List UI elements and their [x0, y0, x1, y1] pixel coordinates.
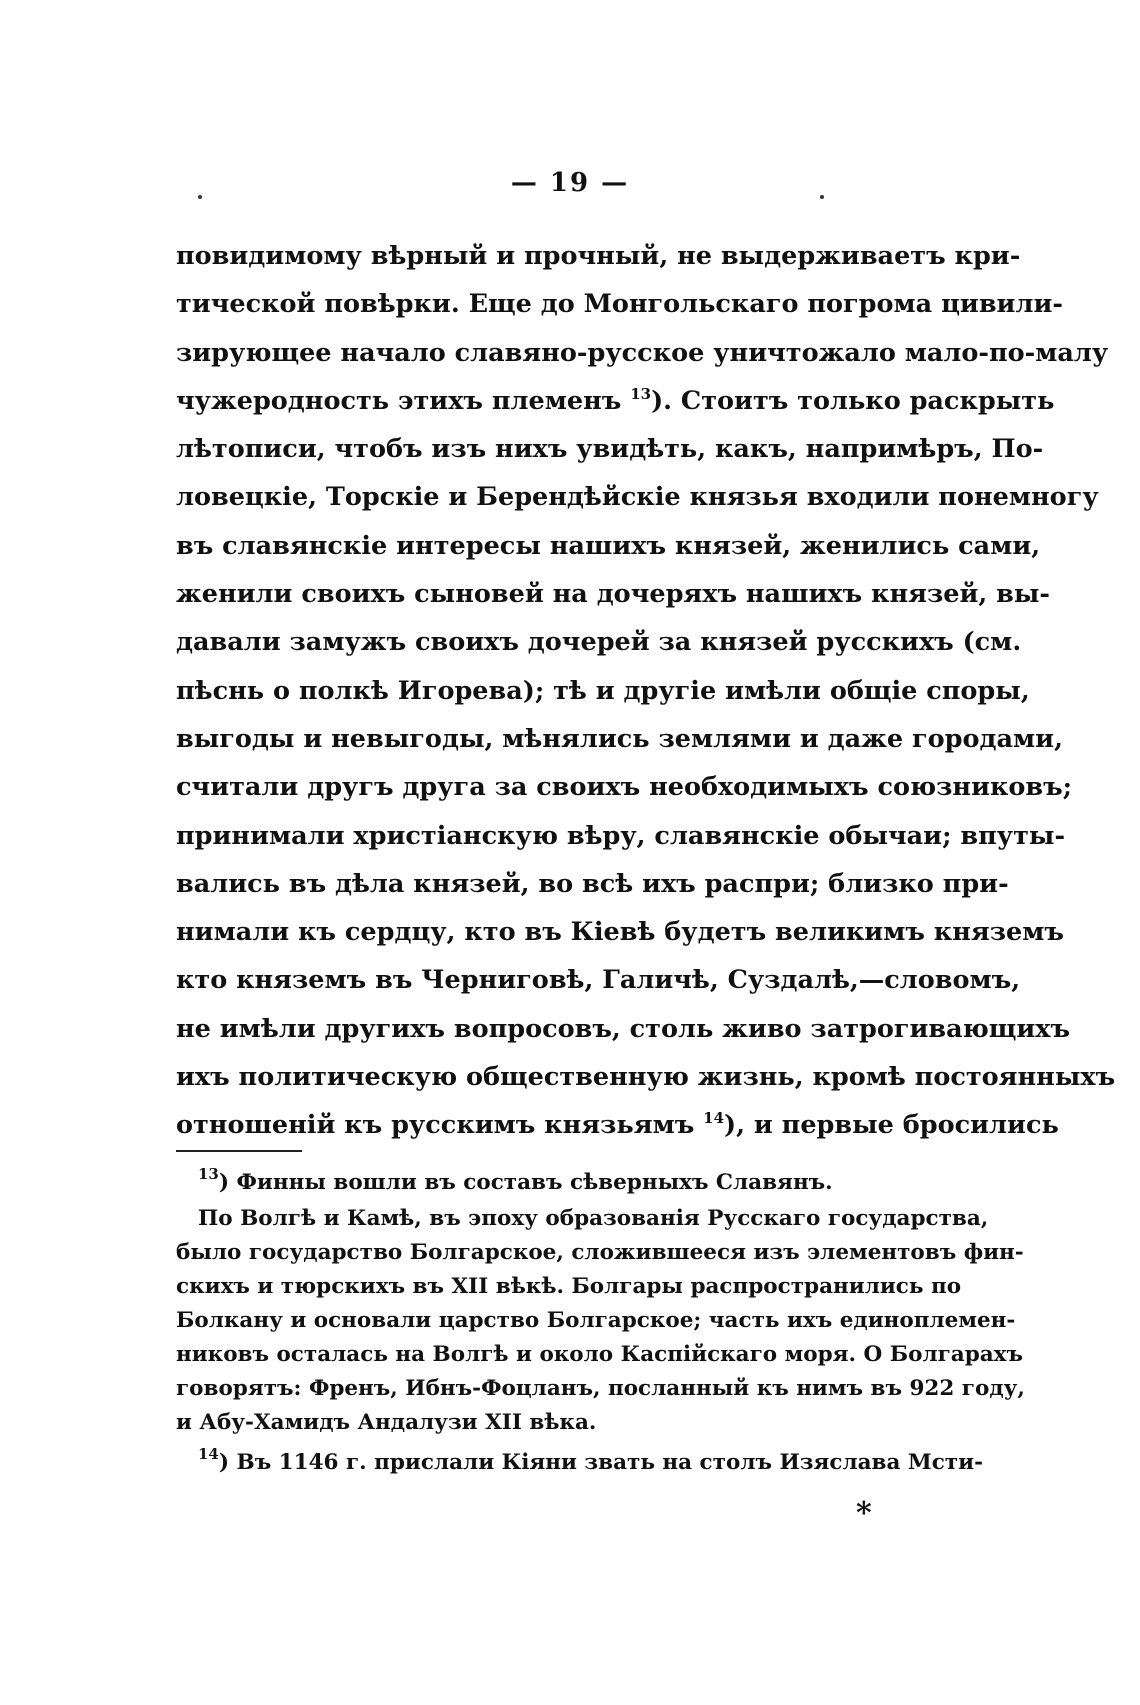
page-number: — 19 — [510, 168, 630, 198]
footnote-line: было государство Болгарское, сложившееся изъ элементовъ фин- [176, 1240, 1024, 1265]
footnote-ref-14: 14 [703, 1109, 725, 1128]
text-line: тической повѣрки. Еще до Монгольскаго погрома цивили- [176, 289, 1063, 320]
scan-speck [198, 195, 202, 199]
text-line: женили своихъ сыновей на дочеряхъ нашихъ князей, вы- [176, 579, 1050, 610]
text-line: лѣтописи, чтобъ изъ нихъ увидѣть, какъ, напримѣръ, По- [176, 434, 1044, 465]
text-line: считали другъ друга за своихъ необходимыхъ союзниковъ; [176, 772, 1073, 803]
text-line-with-ref-13 [176, 377, 1055, 425]
footnote-13-heading [198, 1165, 942, 1198]
footnote-14-text: ) Въ 1146 г. прислали Кіяни звать на столъ Изяслава Мсти- [218, 1450, 983, 1475]
text-line-with-ref-14 [176, 1101, 1059, 1149]
text-line-start: чужеродность этихъ племенъ [176, 385, 622, 416]
footnote-line: и Абу-Хамидъ Андалузи XII вѣка. [176, 1410, 597, 1435]
text-line: повидимому вѣрный и прочный, не выдерживаетъ кри- [176, 241, 1021, 271]
footnote-14 [198, 1445, 983, 1478]
text-line: зирующее начало славяно-русское уничтожало мало-по-малу [176, 337, 1109, 368]
text-line: кто княземъ въ Черниговѣ, Галичѣ, Суздалѣ,—словомъ, [176, 965, 1021, 996]
text-line-end: ), и первые бросились [724, 1110, 1059, 1141]
text-line: ихъ политическую общественную жизнь, кромѣ постоянныхъ [176, 1062, 1116, 1093]
text-line-start: отношеній къ русскимъ князьямъ [176, 1110, 695, 1141]
footnote-separator [176, 1150, 302, 1152]
footnote-marker-14: 14 [198, 1445, 219, 1463]
footnote-line: скихъ и тюрскихъ въ XII вѣкѣ. Болгары распространились по [176, 1274, 962, 1299]
footnote-line: Болкану и основали царство Болгарское; часть ихъ единоплемен- [176, 1308, 1016, 1333]
text-line: не имѣли другихъ вопросовъ, столь живо затрогивающихъ [176, 1013, 1071, 1044]
scan-speck [820, 195, 824, 199]
footnote-marker-13: 13 [198, 1165, 219, 1183]
text-line: нимали къ сердцу, кто въ Кіевѣ будетъ великимъ княземъ [176, 917, 1064, 948]
main-text [176, 232, 1116, 1150]
footnote-line: никовъ осталась на Волгѣ и около Каспійскаго моря. О Болгарахъ [176, 1342, 1023, 1367]
text-line-end: ). Стоитъ только раскрыть [651, 385, 1055, 416]
signature-asterisk: * [856, 1496, 872, 1531]
text-line: принимали христіанскую вѣру, славянскіе обычаи; впуты- [176, 820, 1066, 851]
text-line: въ славянскіе интересы нашихъ князей, женились сами, [176, 530, 1041, 561]
text-line: пѣснь о полкѣ Игорева); тѣ и другіе имѣли общіе споры, [176, 675, 1030, 706]
footnote-line: По Волгѣ и Камѣ, въ эпоху образованія Русскаго государства, [198, 1206, 989, 1231]
text-line: ловецкіе, Торскіе и Берендѣйскіе князья входили понемногу [176, 482, 1099, 513]
footnote-13-lead: ) Финны вошли въ составъ сѣверныхъ Славянъ. [218, 1170, 833, 1195]
text-line: вались въ дѣла князей, во всѣ ихъ распри; близко при- [176, 868, 1009, 899]
text-line: выгоды и невыгоды, мѣнялись землями и даже городами, [176, 723, 1063, 754]
footnote-line: говорятъ: Френъ, Ибнъ-Фоцланъ, посланный къ нимъ въ 922 году, [176, 1376, 1025, 1401]
text-line: давали замужъ своихъ дочерей за князей русскихъ (см. [176, 627, 1022, 658]
footnote-ref-13: 13 [630, 384, 652, 403]
